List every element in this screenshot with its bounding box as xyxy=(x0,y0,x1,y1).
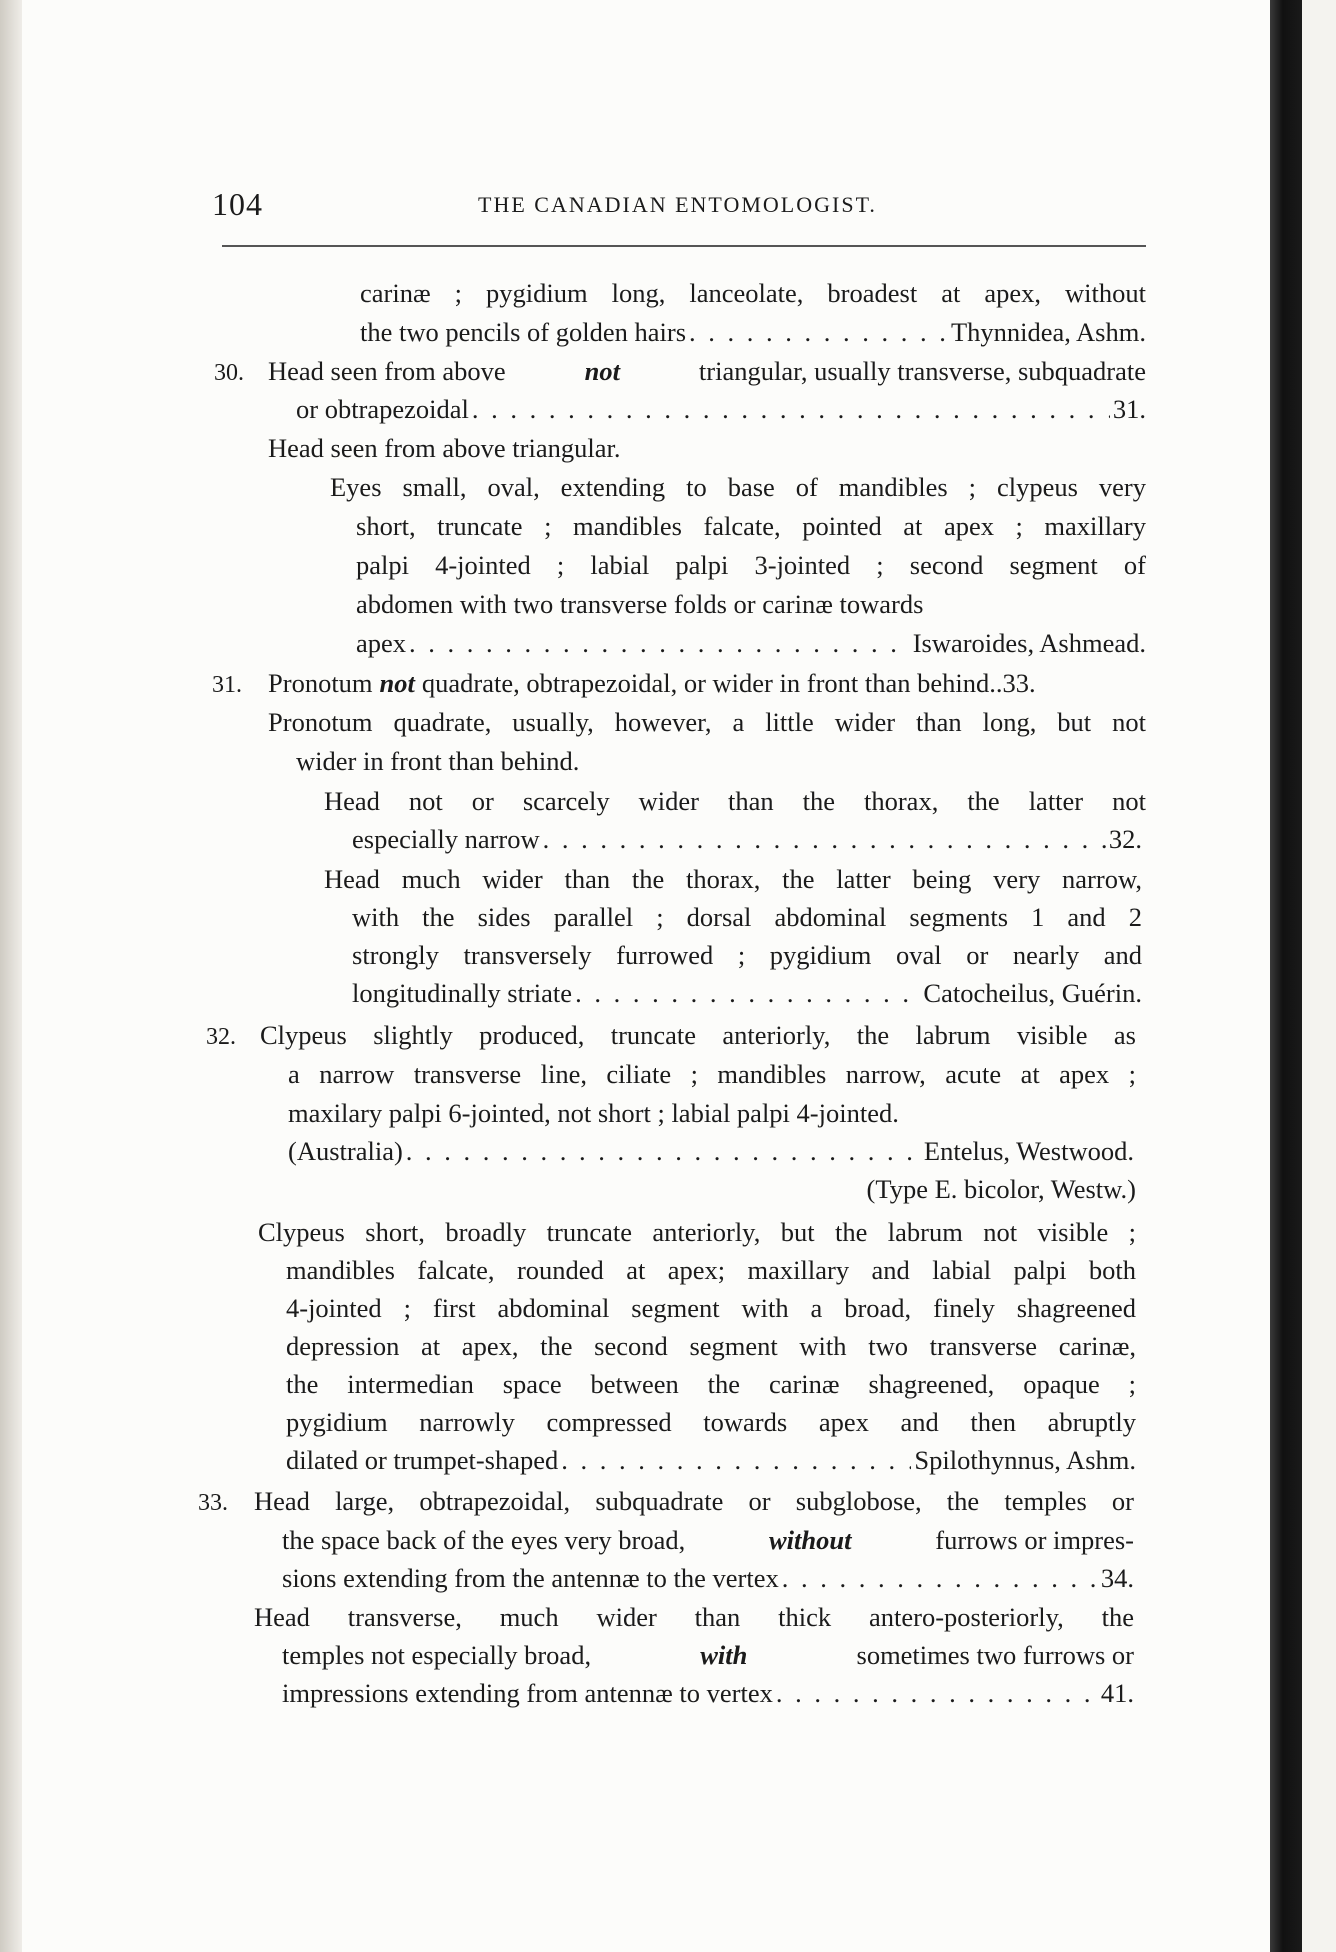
key-reference: 31. xyxy=(1112,394,1146,424)
key-line-leader xyxy=(352,822,1142,856)
key-text: apex xyxy=(356,628,407,658)
key-line: Clypeus short, broadly truncate anteriorly, but the labrum not visible ; xyxy=(258,1217,1136,1247)
key-text: sions extending from the antennæ to the vertex xyxy=(282,1563,779,1593)
couplet-number: 30. xyxy=(214,360,244,386)
key-reference: Catocheilus, Guérin. xyxy=(923,978,1142,1008)
key-line: Eyes small, oval, extending to base of mandibles ; clypeus very xyxy=(330,472,1146,502)
key-text: the two pencils of golden hairs xyxy=(360,317,687,347)
key-text: impressions extending from antennæ to vertex xyxy=(282,1678,773,1708)
key-line: Head large, obtrapezoidal, subquadrate or subglobose, the temples or xyxy=(254,1486,1134,1516)
key-text: or obtrapezoidal xyxy=(296,394,469,424)
key-text: Head seen from above xyxy=(268,356,506,386)
key-line: Pronotum quadrate, usually, however, a little wider than long, but not xyxy=(268,707,1146,737)
key-line: pygidium narrowly compressed towards apex and then abruptly xyxy=(286,1407,1136,1437)
key-text: longitudinally striate xyxy=(352,978,573,1008)
key-text: furrows or impres- xyxy=(935,1525,1134,1555)
page-number: 104 xyxy=(212,186,263,222)
key-text: triangular, usually transverse, subquadrate xyxy=(698,356,1146,386)
key-emphasis: with xyxy=(700,1640,748,1670)
key-line-leader xyxy=(282,1561,1134,1595)
key-line: a narrow transverse line, ciliate ; mandibles narrow, acute at apex ; xyxy=(288,1059,1136,1089)
key-line-leader xyxy=(286,1443,1136,1477)
key-reference: Thynnidea, Ashm. xyxy=(950,317,1146,347)
page-header xyxy=(212,186,1152,226)
key-line: palpi 4-jointed ; labial palpi 3-jointed ; second segment of xyxy=(356,550,1146,580)
key-line: Head seen from above triangular. xyxy=(268,433,621,463)
key-reference: 34. xyxy=(1100,1563,1134,1593)
key-line-leader xyxy=(360,315,1146,349)
key-line-note: (Type E. bicolor, Westw.) xyxy=(866,1174,1136,1204)
key-line: abdomen with two transverse folds or carinæ towards xyxy=(356,589,924,619)
scan-margin-right xyxy=(1302,0,1336,1952)
key-emphasis: not xyxy=(584,356,620,386)
key-line: the intermedian space between the carinæ shagreened, opaque ; xyxy=(286,1369,1136,1399)
key-line xyxy=(282,1638,1134,1672)
book-binding-shadow xyxy=(1270,0,1302,1952)
key-line-leader xyxy=(282,1676,1134,1710)
key-emphasis: not xyxy=(379,668,415,698)
key-line-leader xyxy=(296,392,1146,426)
key-line xyxy=(282,1523,1134,1557)
key-line-leader xyxy=(352,976,1142,1010)
key-line: mandibles falcate, rounded at apex; maxillary and labial palpi both xyxy=(286,1255,1136,1285)
key-text: temples not especially broad, xyxy=(282,1640,592,1670)
key-line: Head much wider than the thorax, the latter being very narrow, xyxy=(324,864,1142,894)
key-text: dilated or trumpet-shaped xyxy=(286,1445,559,1475)
dot-leader xyxy=(406,1134,921,1168)
key-line: strongly transversely furrowed ; pygidium oval or nearly and xyxy=(352,940,1142,970)
key-line: Head transverse, much wider than thick antero-posteriorly, the xyxy=(254,1602,1134,1632)
key-reference: 41. xyxy=(1100,1678,1134,1708)
key-text: quadrate, obtrapezoidal, or wider in front than behind..33. xyxy=(421,668,1036,698)
key-text: (Australia) xyxy=(288,1136,403,1166)
key-reference: Entelus, Westwood. xyxy=(923,1136,1134,1166)
header-rule xyxy=(222,245,1146,247)
key-line: Clypeus slightly produced, truncate anteriorly, the labrum visible as xyxy=(260,1020,1136,1050)
key-text: sometimes two furrows or xyxy=(856,1640,1134,1670)
dot-leader xyxy=(689,315,948,349)
dot-leader xyxy=(543,822,1106,856)
key-line: with the sides parallel ; dorsal abdominal segments 1 and 2 xyxy=(352,902,1142,932)
scan-margin-left xyxy=(0,0,22,1952)
dot-leader xyxy=(472,392,1110,426)
couplet-number: 31. xyxy=(212,672,242,698)
dot-leader xyxy=(782,1561,1098,1595)
key-text: especially narrow xyxy=(352,824,540,854)
key-line: carinæ ; pygidium long, lanceolate, broadest at apex, without xyxy=(360,278,1146,308)
key-line: depression at apex, the second segment with two transverse carinæ, xyxy=(286,1331,1136,1361)
dot-leader xyxy=(575,976,920,1010)
key-line-leader xyxy=(288,1134,1134,1168)
dot-leader xyxy=(561,1443,911,1477)
key-line: maxilary palpi 6-jointed, not short ; labial palpi 4-jointed. xyxy=(288,1098,899,1128)
key-line: short, truncate ; mandibles falcate, pointed at apex ; maxillary xyxy=(356,511,1146,541)
dot-leader xyxy=(409,626,910,660)
running-title: THE CANADIAN ENTOMOLOGIST. xyxy=(478,192,877,217)
key-line xyxy=(268,354,1146,388)
key-text: the space back of the eyes very broad, xyxy=(282,1525,686,1555)
key-line xyxy=(268,666,1146,700)
key-line: Head not or scarcely wider than the thorax, the latter not xyxy=(324,786,1146,816)
dot-leader xyxy=(776,1676,1098,1710)
key-line: wider in front than behind. xyxy=(296,746,580,776)
couplet-number: 32. xyxy=(206,1024,236,1050)
key-line: 4-jointed ; first abdominal segment with a broad, finely shagreened xyxy=(286,1293,1136,1323)
key-text: Pronotum xyxy=(268,668,373,698)
couplet-number: 33. xyxy=(198,1490,228,1516)
key-reference: Spilothynnus, Ashm. xyxy=(914,1445,1136,1475)
key-line-leader xyxy=(356,626,1146,660)
key-reference: Iswaroides, Ashmead. xyxy=(912,628,1146,658)
key-reference: 32. xyxy=(1108,824,1142,854)
key-emphasis: without xyxy=(769,1525,852,1555)
